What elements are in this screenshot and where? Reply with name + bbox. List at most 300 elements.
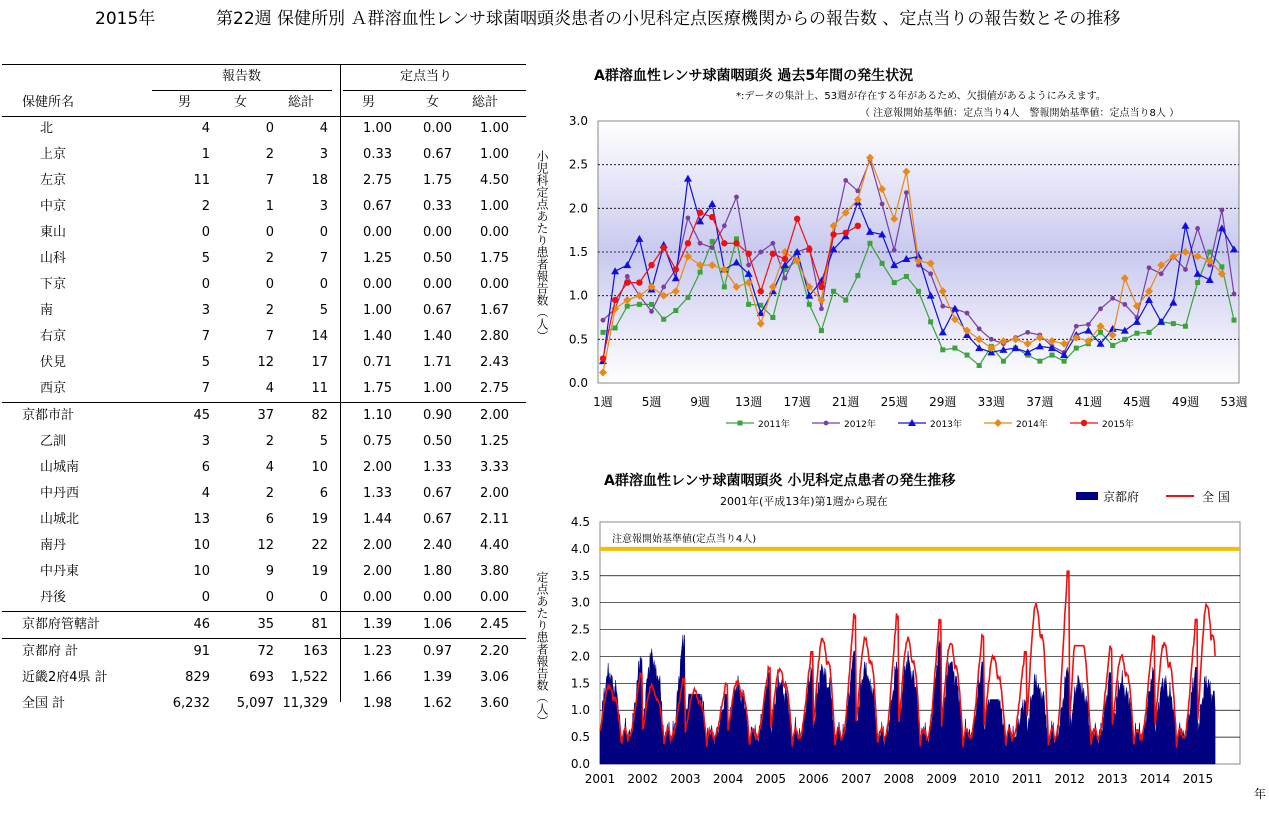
cell-pt: 2.00 xyxy=(480,486,509,501)
cell-m: 5 xyxy=(201,251,210,266)
table-row xyxy=(2,429,526,455)
chart1-point xyxy=(709,214,715,220)
cell-t: 14 xyxy=(311,329,328,344)
cell-f: 4 xyxy=(265,460,274,475)
page-title: 第22週 保健所別 Ａ群溶血性レンサ球菌咽頭炎患者の小児科定点医療機関からの報告数 、定点当りの報告数とその推移 xyxy=(216,9,1121,29)
cell-t: 1,522 xyxy=(290,670,328,685)
chart2-y-tick: 0.5 xyxy=(570,730,590,745)
cell-pf: 0.33 xyxy=(423,199,452,214)
chart1-x-tick: 13週 xyxy=(734,395,763,409)
cell-pm: 0.00 xyxy=(363,225,392,240)
chart1-point xyxy=(1159,271,1164,276)
chart2-x-tick: 2009 xyxy=(926,772,957,786)
cell-m: 0 xyxy=(201,277,210,292)
cell-pm: 2.00 xyxy=(363,564,392,579)
chart2-x-tick: 2014 xyxy=(1139,772,1171,786)
chart1-point xyxy=(952,346,957,351)
chart1-point xyxy=(940,304,945,309)
cell-pf: 0.00 xyxy=(423,121,452,136)
cell-m: 4 xyxy=(201,121,210,136)
chart1-point xyxy=(612,297,618,303)
cell-pm: 1.00 xyxy=(363,121,392,136)
table-row xyxy=(2,639,526,665)
table-row xyxy=(2,376,526,402)
chart1-point xyxy=(1134,331,1139,336)
cell-f: 9 xyxy=(265,564,274,579)
cell-pf: 0.00 xyxy=(423,590,452,605)
table-column-divider xyxy=(340,64,341,702)
chart1-point xyxy=(770,251,776,257)
chart1-point xyxy=(1122,302,1127,307)
chart1-x-tick: 5週 xyxy=(641,395,662,409)
table-row xyxy=(2,612,526,638)
table-row xyxy=(2,559,526,585)
cell-pt: 2.11 xyxy=(480,512,509,527)
chart1-y-tick: 1.0 xyxy=(568,288,588,303)
cell-pt: 1.25 xyxy=(480,434,509,449)
cell-pt: 2.00 xyxy=(480,408,509,423)
row-name: 近畿2府4県 計 xyxy=(22,670,108,685)
table-row xyxy=(2,507,526,533)
cell-pm: 0.00 xyxy=(363,590,392,605)
table-body xyxy=(2,116,526,717)
chart1-point xyxy=(855,273,860,278)
cell-pf: 0.67 xyxy=(423,303,452,318)
chart1-point xyxy=(1074,346,1079,351)
chart2-x-tick: 2002 xyxy=(627,772,658,786)
chart2-y-tick: 4.5 xyxy=(570,515,590,529)
col-header-male: 男 xyxy=(178,95,192,110)
cell-m: 91 xyxy=(193,644,210,659)
row-name: 山城北 xyxy=(40,512,80,527)
chart1-point xyxy=(843,298,848,303)
chart1-point xyxy=(1219,264,1224,269)
chart1-point xyxy=(649,309,654,314)
chart1-x-tick: 25週 xyxy=(880,395,908,409)
chart1-point xyxy=(880,261,885,266)
chart1-point xyxy=(1086,322,1091,327)
chart1-point xyxy=(928,271,933,276)
row-name: 南 xyxy=(40,303,54,318)
cell-pf: 2.40 xyxy=(423,538,452,553)
chart2-title: A群溶血性レンサ球菌咽頭炎 小児科定点患者の発生推移 xyxy=(604,473,956,489)
chart1-point xyxy=(824,421,829,426)
chart1-point xyxy=(1219,208,1224,213)
cell-f: 12 xyxy=(257,355,274,370)
cell-f: 2 xyxy=(265,303,274,318)
row-name: 京都府 計 xyxy=(22,644,79,659)
cell-pf: 0.50 xyxy=(423,251,452,266)
cell-pf: 0.00 xyxy=(423,225,452,240)
cell-pf: 0.00 xyxy=(423,277,452,292)
chart2-x-tick: 2008 xyxy=(883,772,915,786)
cell-pm: 0.67 xyxy=(363,199,392,214)
chart1-point xyxy=(1232,318,1237,323)
cell-pt: 0.00 xyxy=(480,277,509,292)
cell-pt: 4.40 xyxy=(480,538,509,553)
cell-m: 2 xyxy=(201,199,210,214)
chart1-point xyxy=(1098,330,1103,335)
chart1-x-tick: 41週 xyxy=(1074,395,1103,409)
cell-pt: 2.20 xyxy=(480,644,509,659)
chart2-legend-item xyxy=(1076,489,1139,504)
chart2-x-tick: 2004 xyxy=(712,772,744,786)
chart1-point xyxy=(721,240,727,246)
chart1-legend-label: 2012年 xyxy=(844,420,876,430)
chart1-point xyxy=(738,421,743,426)
cell-m: 6 xyxy=(201,460,210,475)
chart1-legend-item xyxy=(1070,418,1134,430)
cell-f: 35 xyxy=(257,617,274,632)
chart1-note-missing: *:データの集計上、53週が存在する年があるため、欠損値があるようにみえます。 xyxy=(736,91,1106,102)
weekly-5year-chart xyxy=(530,60,1265,440)
table-row xyxy=(2,533,526,559)
cell-f: 2 xyxy=(265,434,274,449)
chart2-x-tick: 2012 xyxy=(1054,772,1086,786)
chart1-point xyxy=(965,311,970,316)
cell-t: 4 xyxy=(319,121,328,136)
row-name: 伏見 xyxy=(40,355,67,370)
cell-f: 2 xyxy=(265,486,274,501)
chart1-point xyxy=(782,256,788,262)
chart1-point xyxy=(673,266,679,272)
cell-f: 0 xyxy=(265,225,274,240)
chart1-y-axis-label: 小児科定点あたり患者報告数（人） xyxy=(535,150,549,342)
col-header-name: 保健所名 xyxy=(22,95,75,110)
row-name: 北 xyxy=(40,121,54,136)
cell-pf: 1.75 xyxy=(423,173,452,188)
chart1-y-tick: 2.5 xyxy=(568,157,588,172)
cell-t: 0 xyxy=(319,225,328,240)
cell-f: 6 xyxy=(265,512,274,527)
chart1-y-tick: 2.0 xyxy=(568,201,588,216)
chart1-point xyxy=(1025,330,1030,335)
cell-pm: 1.39 xyxy=(363,617,392,632)
chart1-point xyxy=(818,284,824,290)
chart1-point xyxy=(601,330,606,335)
chart1-point xyxy=(613,325,618,330)
chart1-point xyxy=(722,284,727,289)
cell-t: 10 xyxy=(311,460,328,475)
cell-pf: 0.90 xyxy=(423,408,452,423)
cell-pm: 1.75 xyxy=(363,381,392,396)
chart1-point xyxy=(734,195,739,200)
chart1-point xyxy=(830,231,836,237)
row-name: 全国 計 xyxy=(22,696,66,711)
chart1-point xyxy=(892,280,897,285)
table-row xyxy=(2,350,526,376)
chart2-x-tick: 2005 xyxy=(755,772,787,786)
cell-m: 0 xyxy=(201,225,210,240)
chart1-point xyxy=(698,241,703,246)
chart1-point xyxy=(1037,359,1042,364)
chart1-point xyxy=(794,216,800,222)
chart1-y-tick: 1.5 xyxy=(568,245,588,259)
cell-pm: 0.00 xyxy=(363,277,392,292)
cell-t: 0 xyxy=(319,277,328,292)
cell-pf: 0.67 xyxy=(423,486,452,501)
long-term-trend-chart xyxy=(530,465,1266,815)
cell-m: 0 xyxy=(201,590,210,605)
cell-t: 3 xyxy=(319,147,328,162)
chart2-legend-label: 全 国 xyxy=(1202,490,1230,504)
chart1-point xyxy=(758,288,764,294)
report-year: 2015年 xyxy=(95,9,156,29)
cell-m: 45 xyxy=(193,408,210,423)
cell-pm: 1.23 xyxy=(363,644,392,659)
cell-m: 1 xyxy=(201,147,210,162)
cell-t: 11 xyxy=(311,381,328,396)
chart2-y-tick: 2.5 xyxy=(570,622,590,637)
chart1-y-tick: 0.0 xyxy=(568,376,588,390)
table-row xyxy=(2,116,526,142)
cell-pt: 4.50 xyxy=(480,173,509,188)
cell-f: 72 xyxy=(257,644,274,659)
chart1-x-tick: 49週 xyxy=(1171,395,1200,409)
cell-pf: 1.39 xyxy=(423,670,452,685)
chart2-threshold-label: 注意報開始基準値(定点当り4人) xyxy=(612,533,757,545)
cell-t: 6 xyxy=(319,486,328,501)
chart1-y-tick: 3.0 xyxy=(568,114,588,128)
cell-pt: 0.00 xyxy=(480,590,509,605)
cell-pf: 0.50 xyxy=(423,434,452,449)
chart1-point xyxy=(686,216,691,221)
chart2-y-tick: 3.0 xyxy=(570,595,590,610)
chart1-point xyxy=(880,202,885,207)
cell-m: 6,232 xyxy=(172,696,210,711)
chart1-point xyxy=(648,262,654,268)
chart2-y-axis-label: 定点あたり患者報告数（人） xyxy=(535,571,549,727)
chart1-y-tick: 0.5 xyxy=(568,332,588,347)
chart1-point xyxy=(1074,324,1079,329)
chart1-point xyxy=(1147,330,1152,335)
chart1-point xyxy=(1207,250,1212,255)
group-header-reports: 報告数 xyxy=(222,69,262,84)
row-name: 丹後 xyxy=(40,590,67,605)
chart1-legend-item xyxy=(726,418,790,430)
chart1-legend-label: 2013年 xyxy=(930,420,962,430)
chart1-note-threshold: （ 注意報開始基準値：定点当り4人 警報開始基準値：定点当り8人 ） xyxy=(860,108,1180,119)
chart1-point xyxy=(661,285,666,290)
chart1-point xyxy=(1183,267,1188,272)
chart1-point xyxy=(625,304,630,309)
chart1-point xyxy=(770,315,775,320)
cell-pt: 3.33 xyxy=(480,460,509,475)
cell-t: 163 xyxy=(303,644,328,659)
cell-pm: 0.33 xyxy=(363,147,392,162)
cell-t: 82 xyxy=(311,408,328,423)
cell-pf: 0.97 xyxy=(423,644,452,659)
cell-t: 5 xyxy=(319,434,328,449)
row-name: 中丹西 xyxy=(40,486,80,501)
col-header-per-total: 総計 xyxy=(472,95,499,110)
cell-t: 17 xyxy=(311,355,328,370)
chart2-y-tick: 4.0 xyxy=(570,541,590,556)
chart2-x-tick: 2010 xyxy=(969,772,1000,786)
chart1-point xyxy=(673,308,678,313)
chart1-legend-item xyxy=(984,418,1048,430)
cell-m: 829 xyxy=(185,670,210,685)
chart1-point xyxy=(685,295,690,300)
cell-t: 7 xyxy=(319,251,328,266)
cell-pm: 0.71 xyxy=(363,355,392,370)
chart2-x-tick: 2007 xyxy=(840,772,872,786)
cell-m: 46 xyxy=(193,617,210,632)
chart1-point xyxy=(843,178,848,183)
table-row xyxy=(2,585,526,611)
chart2-legend-label: 京都府 xyxy=(1103,490,1140,504)
cell-pt: 1.00 xyxy=(480,121,509,136)
row-name: 南丹 xyxy=(40,538,67,553)
cell-pf: 0.67 xyxy=(423,147,452,162)
cell-f: 7 xyxy=(265,329,274,344)
cell-m: 10 xyxy=(193,538,210,553)
cell-t: 18 xyxy=(311,173,328,188)
cell-pm: 1.98 xyxy=(363,696,392,711)
chart1-point xyxy=(819,328,824,333)
chart1-point xyxy=(855,223,861,229)
chart1-point xyxy=(867,241,872,246)
chart1-point xyxy=(892,248,897,253)
table-row xyxy=(2,246,526,272)
cell-f: 2 xyxy=(265,251,274,266)
chart1-point xyxy=(1110,343,1115,348)
col-header-per-female: 女 xyxy=(426,95,440,110)
chart1-x-tick: 9週 xyxy=(690,395,710,409)
chart1-point xyxy=(1183,324,1188,329)
cell-pt: 2.80 xyxy=(480,329,509,344)
cell-m: 11 xyxy=(193,173,210,188)
chart1-x-tick: 29週 xyxy=(929,395,957,409)
chart1-legend-item xyxy=(898,418,962,430)
cell-m: 3 xyxy=(201,303,210,318)
table-row xyxy=(2,455,526,481)
chart1-point xyxy=(746,302,751,307)
cell-f: 4 xyxy=(265,381,274,396)
cell-pf: 1.71 xyxy=(423,355,452,370)
cell-pt: 2.45 xyxy=(480,617,509,632)
col-header-per-male: 男 xyxy=(362,95,376,110)
table-row xyxy=(2,168,526,194)
row-name: 山城南 xyxy=(40,460,80,475)
chart1-point xyxy=(783,276,788,281)
chart1-point xyxy=(661,317,666,322)
cell-pt: 3.06 xyxy=(480,670,509,685)
cell-t: 81 xyxy=(311,617,328,632)
cell-m: 7 xyxy=(201,329,210,344)
chart1-point xyxy=(636,279,642,285)
chart1-x-tick: 37週 xyxy=(1026,395,1054,409)
chart1-point xyxy=(904,190,909,195)
chart1-point xyxy=(1062,359,1067,364)
cell-t: 0 xyxy=(319,590,328,605)
chart1-legend-item xyxy=(812,418,876,430)
cell-m: 7 xyxy=(201,381,210,396)
chart1-title: A群溶血性レンサ球菌咽頭炎 過去5年間の発生状況 xyxy=(594,68,914,84)
chart1-point xyxy=(624,279,630,285)
chart1-point xyxy=(733,240,739,246)
chart1-point xyxy=(940,347,945,352)
cell-t: 5 xyxy=(319,303,328,318)
cell-pm: 1.40 xyxy=(363,329,392,344)
chart2-x-axis-label: 年 xyxy=(1254,787,1267,801)
table-row xyxy=(2,403,526,429)
table-row xyxy=(2,298,526,324)
chart2-y-tick: 0.0 xyxy=(570,757,590,771)
chart1-point xyxy=(831,289,836,294)
chart1-point xyxy=(994,419,1002,427)
cell-m: 3 xyxy=(201,434,210,449)
row-name: 右京 xyxy=(40,329,67,344)
chart1-point xyxy=(1110,296,1115,301)
chart1-legend-label: 2014年 xyxy=(1016,420,1048,430)
table-row xyxy=(2,194,526,220)
report-table xyxy=(2,64,526,717)
cell-pm: 1.10 xyxy=(363,408,392,423)
table-row xyxy=(2,481,526,507)
chart1-x-tick: 21週 xyxy=(832,395,860,409)
chart2-x-tick: 2013 xyxy=(1097,772,1128,786)
cell-m: 13 xyxy=(193,512,210,527)
table-row xyxy=(2,665,526,691)
chart1-point xyxy=(746,263,751,268)
chart2-y-tick: 1.0 xyxy=(570,703,590,718)
chart2-y-tick: 2.0 xyxy=(570,649,590,664)
chart1-point xyxy=(770,241,775,246)
cell-t: 22 xyxy=(311,538,328,553)
cell-m: 5 xyxy=(201,355,210,370)
chart1-point xyxy=(977,326,982,331)
chart2-y-tick: 3.5 xyxy=(570,568,590,583)
chart1-point xyxy=(916,289,921,294)
table-row xyxy=(2,142,526,168)
chart1-point xyxy=(1171,321,1176,326)
chart2-x-tick: 2003 xyxy=(670,772,701,786)
row-name: 中丹東 xyxy=(40,564,80,579)
chart1-legend-label: 2011年 xyxy=(758,420,790,430)
cell-pt: 3.80 xyxy=(480,564,509,579)
cell-f: 0 xyxy=(265,277,274,292)
row-name: 西京 xyxy=(40,381,67,396)
chart1-point xyxy=(904,274,909,279)
table-row xyxy=(2,272,526,298)
cell-pm: 2.75 xyxy=(363,173,392,188)
cell-t: 11,329 xyxy=(282,696,328,711)
table-column-header xyxy=(2,90,526,116)
chart2-y-tick: 1.5 xyxy=(570,676,590,691)
table-row xyxy=(2,220,526,246)
cell-pf: 1.62 xyxy=(423,696,452,711)
chart1-point xyxy=(1098,306,1103,311)
cell-pm: 1.33 xyxy=(363,486,392,501)
col-header-total: 総計 xyxy=(288,95,315,110)
chart1-point xyxy=(842,230,848,236)
cell-f: 0 xyxy=(265,590,274,605)
cell-pt: 1.75 xyxy=(480,251,509,266)
cell-f: 5,097 xyxy=(236,696,274,711)
chart1-point xyxy=(698,270,703,275)
cell-f: 12 xyxy=(257,538,274,553)
row-name: 京都市計 xyxy=(22,408,75,423)
chart1-x-tick: 33週 xyxy=(977,395,1005,409)
cell-f: 37 xyxy=(257,408,274,423)
cell-f: 2 xyxy=(265,147,274,162)
row-name: 東山 xyxy=(40,225,67,240)
chart1-x-tick: 17週 xyxy=(783,395,811,409)
cell-pt: 3.60 xyxy=(480,696,509,711)
cell-pt: 1.00 xyxy=(480,199,509,214)
chart1-point xyxy=(819,306,824,311)
